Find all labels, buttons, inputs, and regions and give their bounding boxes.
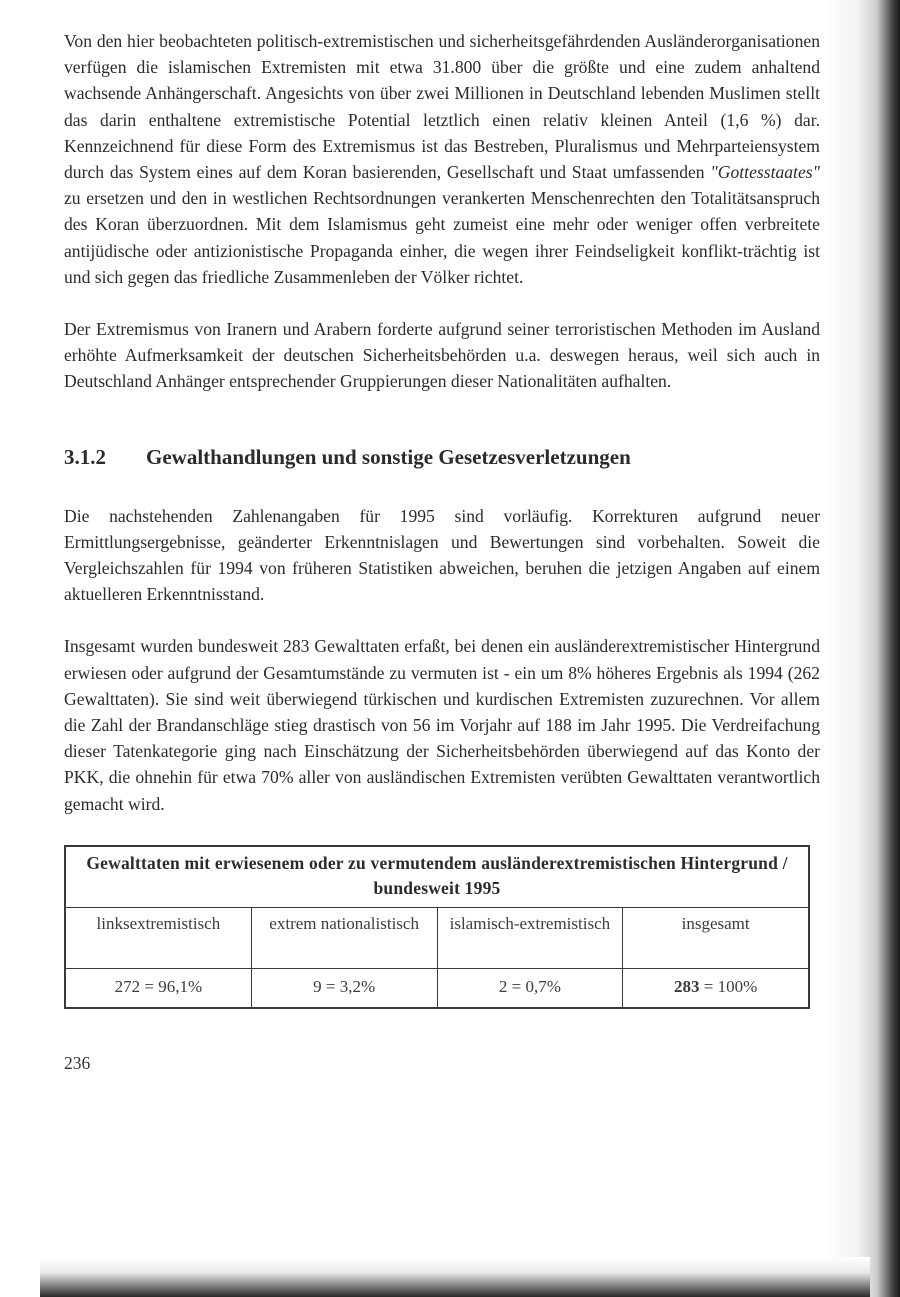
paragraph-violent-acts: Insgesamt wurden bundesweit 283 Gewalttaten erfaßt, bei denen ein ausländerextremistischer Hintergrund erwiesen oder aufgrund der Gesamtumstände zu vermuten ist - ein um 8% höheres Ergebnis als 1994 (262 Gewalttaten). Sie sind weit überwiegend türkischen und kurdischen Extremisten zuzurechnen. Vor allem die Zahl der Brandanschläge stieg drastisch von 56 im Vorjahr auf 188 im Jahr 1995. Die Verdreifachung dieser Tatenkategorie ging nach Einschätzung der Sicherheitsbehörden überwiegend auf das Konto der PKK, die ohnehin für etwa 70% aller von ausländischen Extremisten verübten Gewalttaten verantwortlich gemacht wird. <box>64 636 820 814</box>
page-bottom-edge-shadow <box>40 1257 870 1297</box>
paragraph-islamists-rest: zu ersetzen und den in westlichen Rechtsordnungen verankerten Menschenrechten den Totalitätsanspruch des Koran überzuordnen. Mit dem Islamismus geht zumeist eine mehr oder weniger offen verbreitete antijüdische oder antizionistische Propaganda einher, die wegen ihrer Feindseligkeit konflikt-trächtig ist und sich gegen das friedliche Zusammenleben der Völker richtet. <box>64 188 820 287</box>
paragraph-islamists <box>64 28 820 290</box>
table-cell-total <box>623 969 808 1007</box>
statistics-table <box>64 845 810 1009</box>
table-header-row <box>66 908 808 969</box>
page-number: 236 <box>64 1052 91 1073</box>
section-title: Gewalthandlungen und sonstige Gesetzesverletzungen <box>146 444 631 469</box>
table-cell: 9 = 3,2% <box>252 969 438 1007</box>
book-spine-shadow <box>822 0 900 1297</box>
total-percent: = 100% <box>699 976 758 996</box>
table-title: Gewalttaten mit erwiesenem oder zu vermutendem ausländerextremistischen Hintergrund / bundesweit 1995 <box>66 847 808 908</box>
table-cell: 272 = 96,1% <box>66 969 252 1007</box>
paragraph-islamists-text: Von den hier beobachteten politisch-extremistischen und sicherheitsgefährdenden Ausländerorganisationen verfügen die islamischen Extremisten mit etwa 31.800 über die größte und eine zudem anhaltend wachsende Anhängerschaft. Angesichts von über zwei Millionen in Deutschland lebenden Muslimen stellt das darin enthaltene extremistische Potential letztlich einen relativ kleinen Anteil (1,6 %) dar. Kennzeichnend für diese Form des Extremismus ist das Bestreben, Pluralismus und Mehrparteiensystem durch das System eines auf dem Koran basierenden, Gesellschaft und Staat umfassenden <box>64 31 820 183</box>
table-row <box>66 969 808 1007</box>
table-header-cell: insgesamt <box>681 913 750 933</box>
section-number: 3.1.2 <box>64 444 106 469</box>
table-header-cell: linksextremistisch <box>66 908 252 968</box>
quoted-term: "Gottesstaates" <box>710 162 820 183</box>
table-header-cell: extrem nationalistisch <box>252 908 438 968</box>
document-page <box>64 28 820 1074</box>
table-header-cell: islamisch-extremistisch <box>438 908 624 968</box>
paragraph-iranians-arabs: Der Extremismus von Iranern und Arabern forderte aufgrund seiner terroristischen Methoden im Ausland erhöhte Aufmerksamkeit der deutschen Sicherheitsbehörden u.a. deswegen heraus, weil sich auch in Deutschland Anhänger entsprechender Gruppierungen dieser Nationalitäten aufhalten. <box>64 319 820 392</box>
table-cell: 2 = 0,7% <box>438 969 624 1007</box>
section-heading <box>64 443 820 471</box>
total-number: 283 <box>674 976 700 996</box>
paragraph-figures-note: Die nachstehenden Zahlenangaben für 1995 sind vorläufig. Korrekturen aufgrund neuer Ermittlungsergebnisse, geänderter Erkenntnislagen und Bewertungen sind vorbehalten. Soweit die Vergleichszahlen für 1994 von früheren Statistiken abweichen, beruhen die jetzigen Angaben auf einem aktuelleren Erkenntnisstand. <box>64 505 820 605</box>
